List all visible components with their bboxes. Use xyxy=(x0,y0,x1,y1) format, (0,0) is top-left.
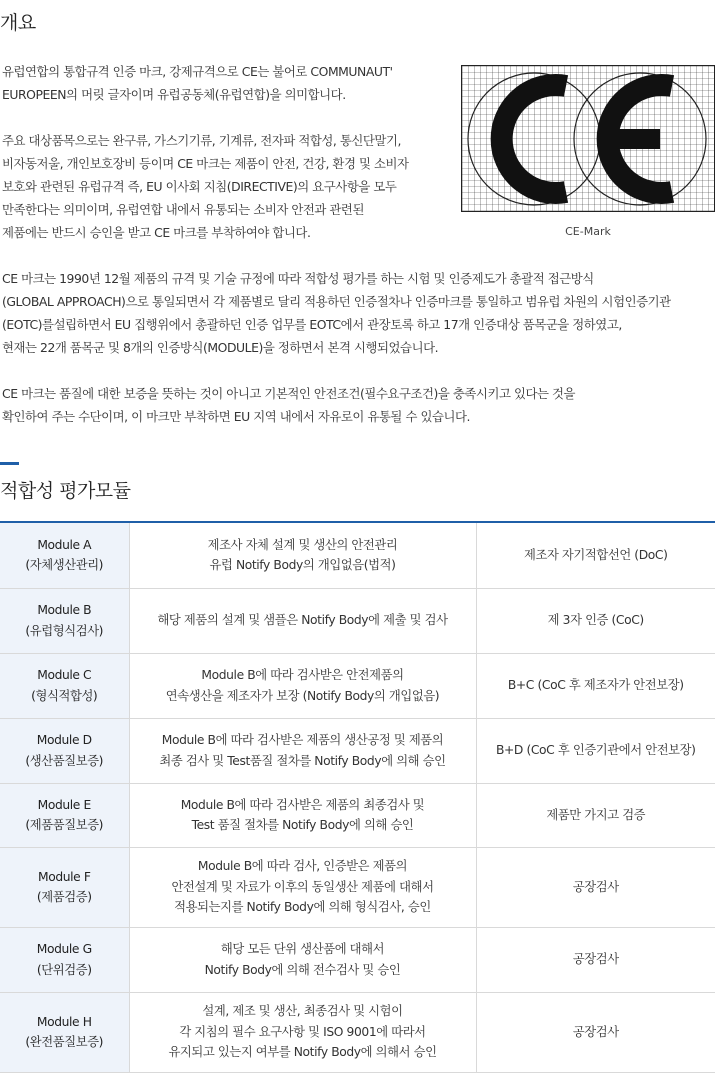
text-line: Module B에 따라 검사받은 제품의 생산공정 및 제품의 xyxy=(161,733,444,747)
text-line: Module G xyxy=(36,942,92,956)
table-row xyxy=(0,927,715,992)
table-row xyxy=(0,588,715,653)
text-line: Module B에 따라 검사받은 제품의 최종검사 및 xyxy=(180,797,425,812)
module-name-cell xyxy=(0,718,129,783)
table-row xyxy=(0,783,715,847)
text-line: CE 마크는 품질에 대한 보증을 뜻하는 것이 아니고 기본적인 안전조건(필수요구조건)을 충족시키고 있다는 것을 xyxy=(2,386,576,401)
text-line: Test 품질 절차를 Notify Body에 의해 승인 xyxy=(191,818,414,832)
text-line: 해당 모든 단위 생산품에 대해서 xyxy=(220,942,385,956)
section-accent-bar xyxy=(0,462,19,465)
modules-table xyxy=(0,521,715,1073)
module-result-cell xyxy=(476,588,715,653)
table-row xyxy=(0,653,715,718)
text-line: 만족한다는 의미이며, 유럽연합 내에서 유통되는 소비자 안전과 관련된 xyxy=(2,202,364,217)
text-line: (EOTC)를설립하면서 EU 집행위에서 총괄하던 인증 업무를 EOTC에서 관장토록 하고 17개 인증대상 품목군을 정하였고, xyxy=(2,317,622,332)
module-name-cell xyxy=(0,927,129,992)
modules-section-title: 적합성 평가모듈 xyxy=(0,480,131,502)
text-line: 유럽연합의 통합규격 인증 마크, 강제규격으로 CE는 불어로 COMMUNAUT' xyxy=(2,64,393,79)
text-line: 각 지침의 필수 요구사항 및 ISO 9001에 따라서 xyxy=(179,1024,426,1039)
overview-paragraph-4 xyxy=(2,382,575,428)
ce-mark-caption: CE-Mark xyxy=(565,225,611,238)
table-row xyxy=(0,522,715,588)
text-line: 설계, 제조 및 생산, 최종검사 및 시험이 xyxy=(202,1004,403,1019)
text-line: (생산품질보증) xyxy=(25,753,104,768)
overview-paragraph-2 xyxy=(2,129,409,244)
module-name-cell xyxy=(0,783,129,847)
table-row xyxy=(0,847,715,927)
module-description-cell xyxy=(129,588,476,653)
text-line: 해당 제품의 설계 및 샘플은 Notify Body에 제출 및 검사 xyxy=(157,613,448,628)
table-row xyxy=(0,718,715,783)
module-description-cell xyxy=(129,927,476,992)
module-result-cell xyxy=(476,718,715,783)
text-line: 최종 검사 및 Test품질 절차를 Notify Body에 의해 승인 xyxy=(159,753,446,768)
overview-paragraph-1 xyxy=(2,60,393,106)
text-line: (자체생산관리) xyxy=(25,558,104,573)
text-line: 안전설계 및 자료가 이후의 동일생산 제품에 대해서 xyxy=(171,879,434,894)
text-line: (제품품질보증) xyxy=(25,818,104,832)
module-name-cell xyxy=(0,522,129,588)
text-line: Module E xyxy=(37,797,91,812)
ce-mark-figure xyxy=(461,65,715,212)
text-line: B+D (CoC 후 인증기관에서 안전보장) xyxy=(495,743,696,758)
text-line: 공장검사 xyxy=(572,952,619,967)
text-line: Module B xyxy=(37,603,92,617)
module-description-cell xyxy=(129,718,476,783)
text-line: 유지되고 있는지 여부를 Notify Body에 의해서 승인 xyxy=(168,1045,437,1060)
text-line: (단위검증) xyxy=(36,962,92,977)
text-line: 제 3자 인증 (CoC) xyxy=(547,613,644,628)
module-name-cell xyxy=(0,588,129,653)
module-description-cell xyxy=(129,992,476,1072)
module-name-cell xyxy=(0,653,129,718)
text-line: Module F xyxy=(38,869,91,884)
text-line: CE 마크는 1990년 12월 제품의 규격 및 기술 규정에 따라 적합성 평가를 하는 시험 및 인증제도가 총괄적 접근방식 xyxy=(2,271,594,286)
text-line: 제조자 자기적합선언 (DoC) xyxy=(523,548,668,562)
text-line: 제품에는 반드시 승인을 받고 CE 마크를 부착하여야 합니다. xyxy=(2,225,311,240)
text-line: 유럽 Notify Body의 개입없음(법적) xyxy=(209,558,396,573)
module-name-cell xyxy=(0,992,129,1072)
text-line: Module D xyxy=(36,733,92,747)
text-line: EUROPEEN의 머릿 글자이며 유럽공동체(유럽연합)을 의미합니다. xyxy=(2,87,346,102)
module-description-cell xyxy=(129,522,476,588)
table-row xyxy=(0,992,715,1072)
text-line: 제품만 가지고 검증 xyxy=(546,807,646,822)
text-line: 현재는 22개 품목군 및 8개의 인증방식(MODULE)을 정하면서 본격 시행되었습니다. xyxy=(2,340,439,355)
text-line: (제품검증) xyxy=(36,890,92,904)
module-result-cell xyxy=(476,522,715,588)
text-line: 공장검사 xyxy=(572,1024,619,1039)
text-line: (형식적합성) xyxy=(31,688,98,703)
overview-paragraph-3 xyxy=(2,267,671,359)
text-line: B+C (CoC 후 제조자가 안전보장) xyxy=(507,678,684,693)
module-result-cell xyxy=(476,847,715,927)
module-description-cell xyxy=(129,653,476,718)
overview-title: 개요 xyxy=(0,12,36,34)
text-line: (완전품질보증) xyxy=(25,1035,104,1049)
text-line: Module B에 따라 검사, 인증받은 제품의 xyxy=(197,859,408,874)
text-line: 주요 대상품목으로는 완구류, 가스기기류, 기계류, 전자파 적합성, 통신단말기, xyxy=(2,133,401,148)
text-line: Module C xyxy=(37,668,92,682)
text-line: 보호와 관련된 유럽규격 즉, EU 이사회 지침(DIRECTIVE)의 요구사항을 모두 xyxy=(2,179,397,194)
text-line: 적용되는지를 Notify Body에 의해 형식검사, 승인 xyxy=(174,900,431,915)
module-name-cell xyxy=(0,847,129,927)
text-line: Notify Body에 의해 전수검사 및 승인 xyxy=(204,962,401,977)
module-result-cell xyxy=(476,927,715,992)
text-line: (유럽형식검사) xyxy=(25,623,104,638)
text-line: (GLOBAL APPROACH)으로 통일되면서 각 제품별로 달리 적용하던 인증절차나 인증마크를 통일하고 범유럽 차원의 시험인증기관 xyxy=(2,294,671,309)
text-line: 비자동저울, 개인보호장비 등이며 CE 마크는 제품이 안전, 건강, 환경 및 소비자 xyxy=(2,156,409,171)
module-result-cell xyxy=(476,653,715,718)
module-result-cell xyxy=(476,992,715,1072)
module-description-cell xyxy=(129,847,476,927)
module-description-cell xyxy=(129,783,476,847)
text-line: 연속생산을 제조자가 보장 (Notify Body의 개입없음) xyxy=(165,688,440,703)
text-line: Module H xyxy=(36,1014,92,1029)
text-line: 제조사 자체 설계 및 생산의 안전관리 xyxy=(207,537,398,552)
text-line: 공장검사 xyxy=(572,879,619,894)
text-line: Module A xyxy=(37,537,92,552)
text-line: 확인하여 주는 수단이며, 이 마크만 부착하면 EU 지역 내에서 자유로이 유통될 수 있습니다. xyxy=(2,409,471,424)
text-line: Module B에 따라 검사받은 안전제품의 xyxy=(201,668,404,682)
module-result-cell xyxy=(476,783,715,847)
